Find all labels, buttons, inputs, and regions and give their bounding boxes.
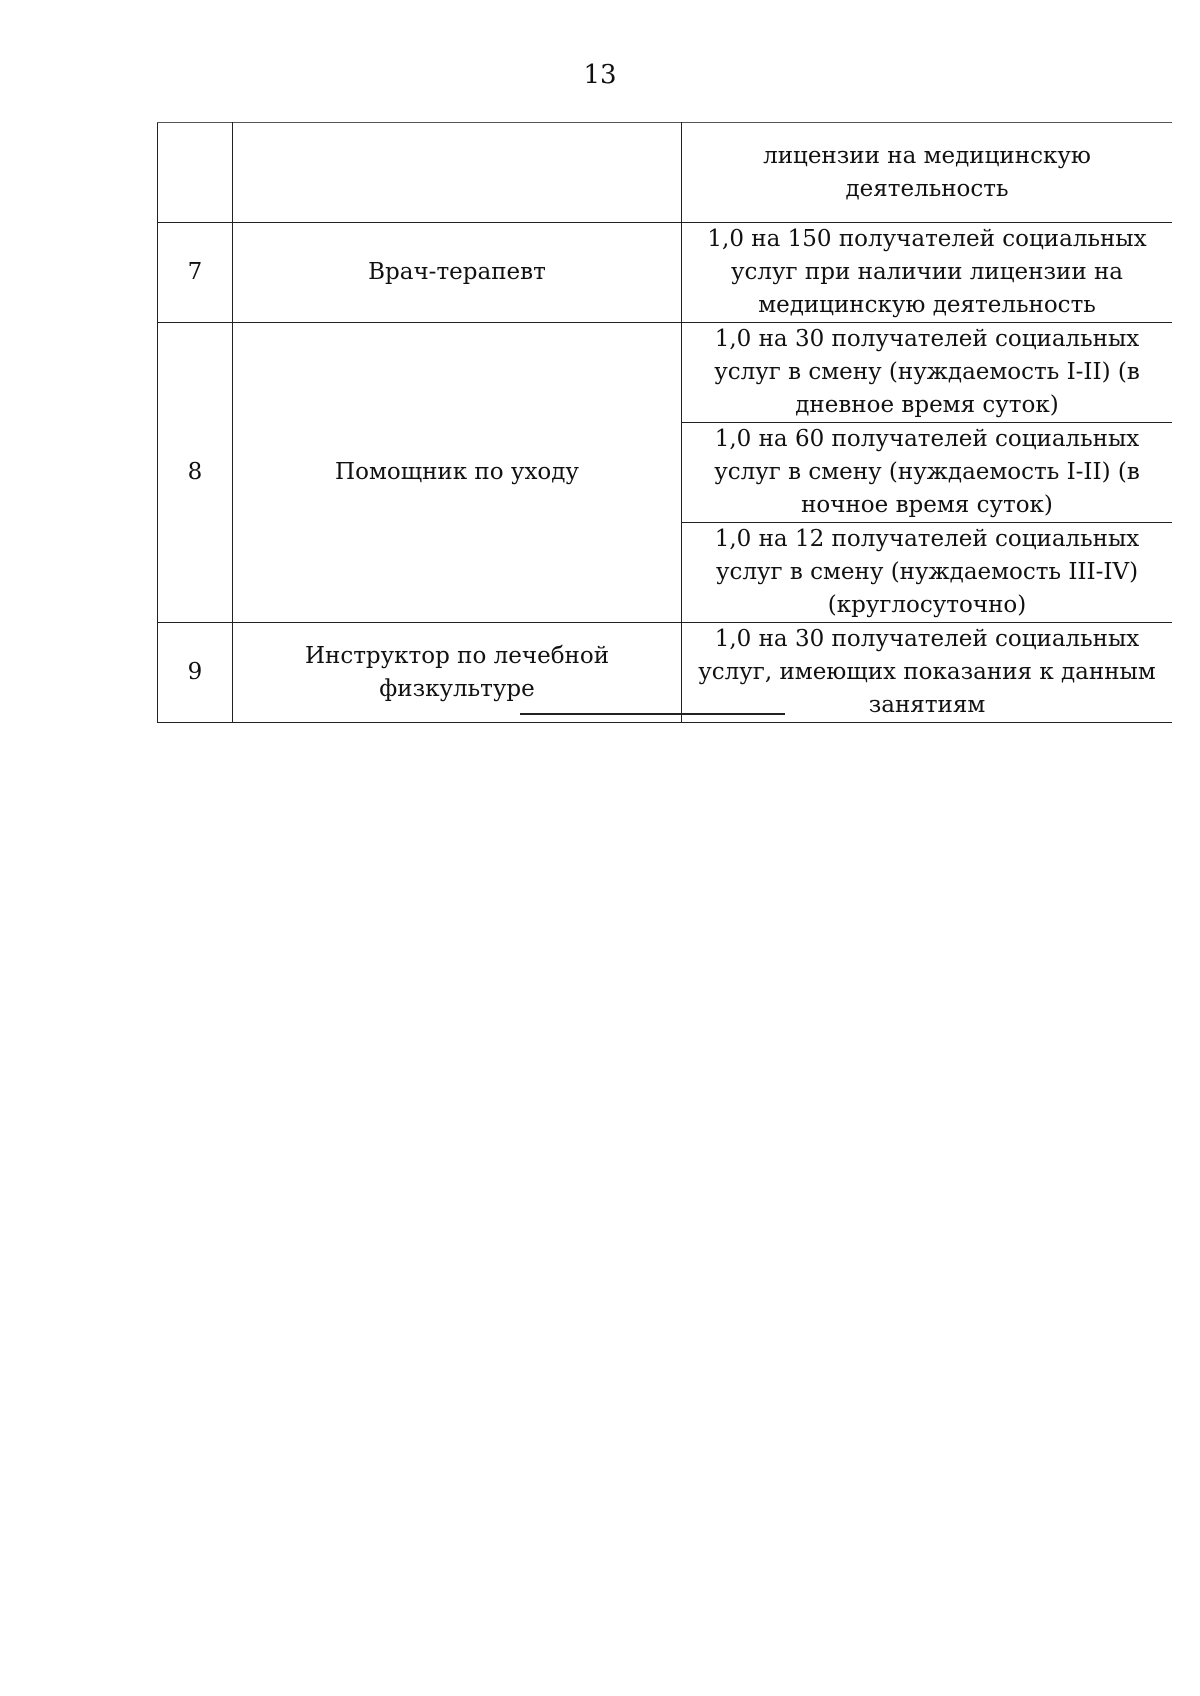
- norm-cell: 1,0 на 12 получателей социальных услуг в смену (нуждаемость III-IV) (круглосуточно): [682, 523, 1173, 623]
- table-row: [158, 623, 1173, 723]
- position-cell: Инструктор по лечебной физкультуре: [233, 623, 682, 723]
- position-cell: [233, 123, 682, 223]
- row-number-cell: 9: [158, 623, 233, 723]
- end-of-document-rule: [520, 713, 785, 715]
- table-row: [158, 223, 1173, 323]
- page-number: 13: [583, 60, 617, 90]
- row-number-cell: 8: [158, 323, 233, 623]
- norm-cell: 1,0 на 60 получателей социальных услуг в смену (нуждаемость I-II) (в ночное время суток): [682, 423, 1173, 523]
- row-number-cell: 7: [158, 223, 233, 323]
- row-number-cell: [158, 123, 233, 223]
- staffing-norms-table: [157, 122, 1172, 723]
- norm-cell: лицензии на медицинскую деятельность: [682, 123, 1173, 223]
- position-cell: Помощник по уходу: [233, 323, 682, 623]
- norm-cell: 1,0 на 30 получателей социальных услуг, имеющих показания к данным занятиям: [682, 623, 1173, 723]
- table-row: [158, 123, 1173, 223]
- norm-cell: 1,0 на 150 получателей социальных услуг при наличии лицензии на медицинскую деятельность: [682, 223, 1173, 323]
- table-row: [158, 323, 1173, 423]
- norm-cell: 1,0 на 30 получателей социальных услуг в смену (нуждаемость I-II) (в дневное время суток): [682, 323, 1173, 423]
- position-cell: Врач-терапевт: [233, 223, 682, 323]
